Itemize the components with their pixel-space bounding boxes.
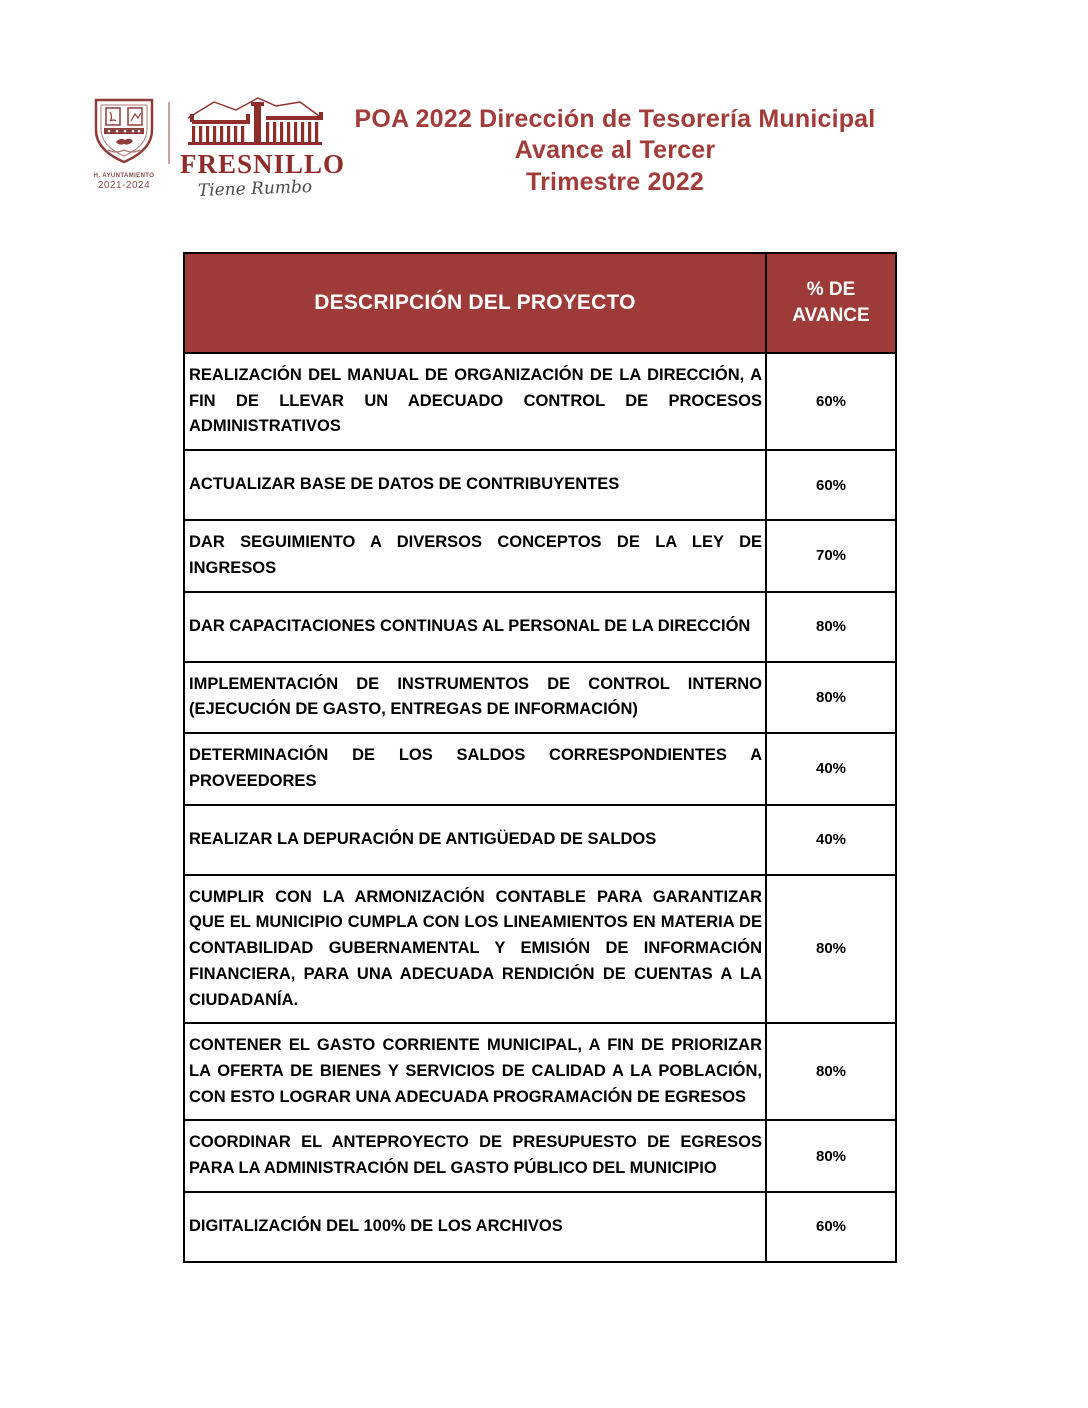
progress-percent-cell: 60% (766, 450, 896, 520)
progress-percent-cell: 60% (766, 1192, 896, 1262)
crest-caption-line2: 2021-2024 (97, 179, 151, 191)
progress-percent-cell: 80% (766, 592, 896, 662)
fresnillo-tagline: Tiene Rumbo (197, 177, 313, 201)
project-description-cell: DAR CAPACITACIONES CONTINUAS AL PERSONAL DE LA DIRECCIÓN (184, 592, 766, 662)
table-row (184, 733, 896, 804)
progress-percent-cell: 40% (766, 805, 896, 875)
table-row (184, 1023, 896, 1120)
table-row (184, 1192, 896, 1262)
fresnillo-logo (180, 96, 346, 201)
page-title-line1: POA 2022 Dirección de Tesorería Municipal (354, 105, 876, 133)
column-header-avance: % DE AVANCE (766, 253, 896, 353)
progress-percent-cell: 40% (766, 733, 896, 804)
project-description-cell: DIGITALIZACIÓN DEL 100% DE LOS ARCHIVOS (184, 1192, 766, 1262)
project-description-cell: CONTENER EL GASTO CORRIENTE MUNICIPAL, A FIN DE PRIORIZAR LA OFERTA DE BIENES Y SERVICIOS DE CALIDAD A LA POBLACIÓN, CON ESTO LOGRAR UNA ADECUADA PROGRAMACIÓN DE EGRESOS (184, 1023, 766, 1120)
project-description-cell: DAR SEGUIMIENTO A DIVERSOS CONCEPTOS DE LA LEY DE INGRESOS (184, 520, 766, 591)
project-description-cell: DETERMINACIÓN DE LOS SALDOS CORRESPONDIENTES A PROVEEDORES (184, 733, 766, 804)
table-row (184, 875, 896, 1024)
progress-percent-cell: 80% (766, 1120, 896, 1191)
crest-caption (88, 173, 160, 191)
project-description-cell: REALIZACIÓN DEL MANUAL DE ORGANIZACIÓN DE LA DIRECCIÓN, A FIN DE LLEVAR UN ADECUADO CONTROL DE PROCESOS ADMINISTRATIVOS (184, 353, 766, 450)
table-row (184, 520, 896, 591)
table-row (184, 592, 896, 662)
shield-icon (92, 96, 156, 166)
page-title (340, 104, 890, 198)
page-title-line2: Avance al Tercer (514, 136, 716, 165)
project-description-cell: ACTUALIZAR BASE DE DATOS DE CONTRIBUYENTES (184, 450, 766, 520)
progress-percent-cell: 80% (766, 662, 896, 733)
progress-percent-cell: 60% (766, 353, 896, 450)
poa-progress-table (183, 252, 897, 1263)
table-row (184, 662, 896, 733)
table-row (184, 450, 896, 520)
project-description-cell: COORDINAR EL ANTEPROYECTO DE PRESUPUESTO DE EGRESOS PARA LA ADMINISTRACIÓN DEL GASTO PÚBLICO DEL MUNICIPIO (184, 1120, 766, 1191)
ayuntamiento-crest-logo (88, 96, 160, 191)
crest-caption-line1: H. AYUNTAMIENTO (93, 173, 155, 179)
column-header-descripcion: DESCRIPCIÓN DEL PROYECTO (184, 253, 766, 353)
progress-percent-cell: 80% (766, 1023, 896, 1120)
table-header-row (184, 253, 896, 353)
progress-percent-cell: 70% (766, 520, 896, 591)
project-description-cell: REALIZAR LA DEPURACIÓN DE ANTIGÜEDAD DE SALDOS (184, 805, 766, 875)
logo-divider (168, 102, 170, 164)
project-description-cell: CUMPLIR CON LA ARMONIZACIÓN CONTABLE PARA GARANTIZAR QUE EL MUNICIPIO CUMPLA CON LOS LINEAMIENTOS EN MATERIA DE CONTABILIDAD GUBERNAMENTAL Y EMISIÓN DE INFORMACIÓN FINANCIERA, PARA UNA ADECUADA RENDICIÓN DE CUENTAS A LA CIUDADANÍA. (184, 875, 766, 1024)
table-row (184, 1120, 896, 1191)
page-title-line3: Trimestre 2022 (526, 167, 704, 196)
progress-percent-cell: 80% (766, 875, 896, 1024)
table-row (184, 805, 896, 875)
logo-group (88, 96, 346, 201)
fresnillo-wordmark: FRESNILLO (180, 149, 346, 179)
project-description-cell: IMPLEMENTACIÓN DE INSTRUMENTOS DE CONTROL INTERNO (EJECUCIÓN DE GASTO, ENTREGAS DE INFORMACIÓN) (184, 662, 766, 733)
fresnillo-building-icon (180, 96, 330, 148)
table-row (184, 353, 896, 450)
